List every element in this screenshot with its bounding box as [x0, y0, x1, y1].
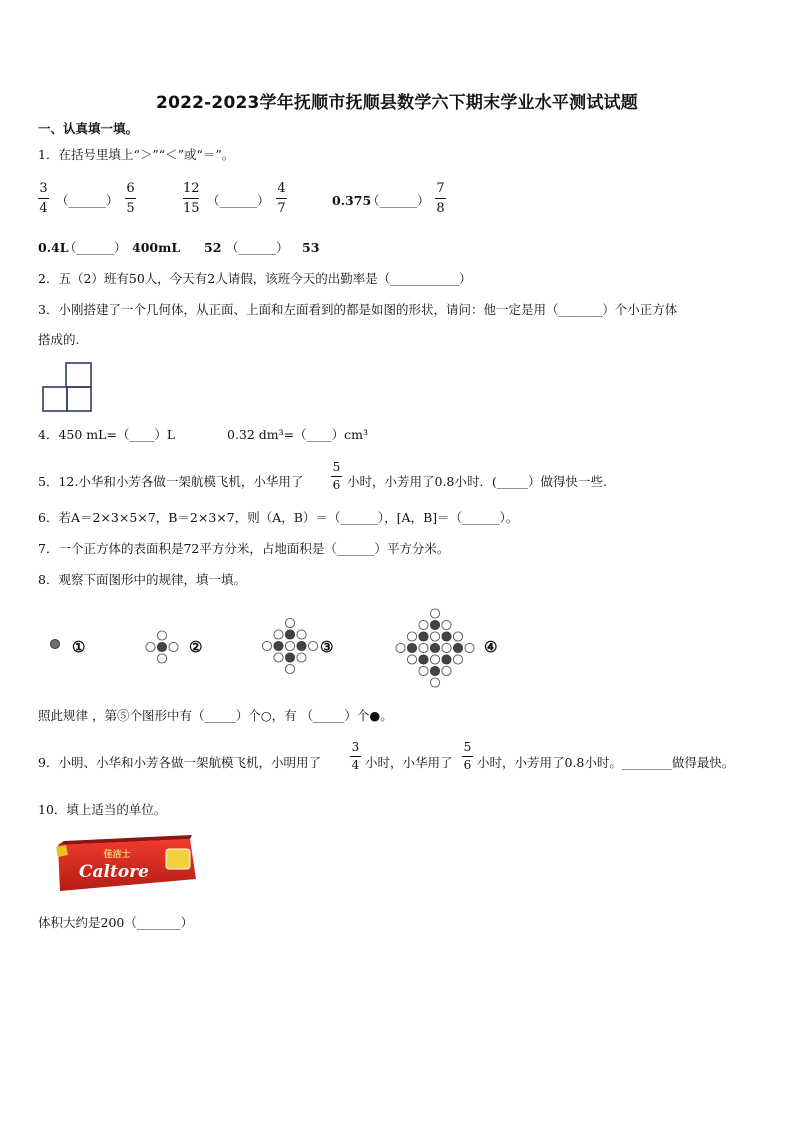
- q1-fraction-1: [38, 181, 49, 216]
- pattern-4-hollow-dot: [453, 655, 462, 664]
- q1-decimal: 0.375: [332, 193, 372, 208]
- pattern-4-hollow-dot: [442, 643, 451, 652]
- pattern-4-hollow-dot: [407, 632, 416, 641]
- denominator: 15: [183, 201, 200, 216]
- cube-view-figure: [42, 362, 94, 412]
- q1-stem: 1．在括号里填上“＞”“＜”或“＝”。: [38, 147, 235, 162]
- pattern-4-hollow-dot: [465, 643, 474, 652]
- pattern-2-hollow-dot: [169, 642, 178, 651]
- pattern-4-filled-dot: [407, 643, 416, 652]
- q9-text-pre: 9．小明、小华和小芳各做一架航模飞机，小明用了: [38, 755, 321, 770]
- pattern-3-hollow-dot: [308, 641, 317, 650]
- q8-stem: 8．观察下面图形中的规律，填一填。: [38, 572, 246, 587]
- pattern-3-hollow-dot: [297, 653, 306, 662]
- pattern-2-filled-dot: [157, 642, 166, 651]
- q5-fraction: [331, 461, 342, 492]
- pattern-2-hollow-dot: [157, 631, 166, 640]
- q9-fraction-2: [462, 741, 473, 772]
- q1-fraction-3: [183, 181, 200, 216]
- pattern-4-hollow-dot: [396, 643, 405, 652]
- bottom-right-square: [67, 387, 91, 411]
- q10-answer: 体积大约是200（_______）: [38, 915, 194, 930]
- pattern-3-hollow-dot: [285, 618, 294, 627]
- pattern-4-hollow-dot: [442, 620, 451, 629]
- box-badge: [166, 849, 190, 869]
- denominator: 6: [332, 478, 341, 492]
- q9-text-post: 小时，小芳用了0.8小时。________做得最快。: [477, 755, 735, 770]
- q1-number-a: 52: [204, 240, 222, 255]
- pattern-3-hollow-dot: [274, 653, 283, 662]
- pattern-4-filled-dot: [430, 643, 439, 652]
- q1-fraction-4: [276, 181, 287, 216]
- pattern-label-2: ②: [189, 638, 203, 656]
- numerator: 7: [436, 181, 445, 196]
- pattern-label-1: ①: [72, 638, 86, 656]
- q1-blank-3[interactable]: （______）: [367, 193, 430, 208]
- pattern-4-filled-dot: [453, 643, 462, 652]
- numerator: 12: [183, 181, 200, 196]
- q5-text-pre: 5．12.小华和小芳各做一架航模飞机，小华用了: [38, 474, 304, 489]
- box-brand-name: Caltore: [79, 862, 149, 882]
- pattern-label-4: ④: [484, 638, 498, 656]
- q4-part-a: 4．450 mL=（____）L: [38, 427, 176, 442]
- denominator: 8: [436, 201, 445, 216]
- box-chinese-brand: 佳洁士: [103, 850, 131, 860]
- pattern-4-hollow-dot: [430, 632, 439, 641]
- pattern-3-hollow-dot: [262, 641, 271, 650]
- q1-volume-b: 400mL: [132, 240, 181, 255]
- pattern-4-hollow-dot: [419, 666, 428, 675]
- q1-blank-4[interactable]: （______）: [64, 240, 127, 255]
- q1-blank-2[interactable]: （______）: [207, 193, 270, 208]
- q2-text: 2．五（2）班有50人，今天有2人请假，该班今天的出勤率是（___________）: [38, 271, 472, 286]
- q1-volume-a: 0.4L: [38, 240, 69, 255]
- q9-text-mid: 小时，小华用了: [365, 755, 453, 770]
- numerator: 3: [351, 740, 360, 754]
- q3-line-1: 3．小刚搭建了一个几何体，从正面、上面和左面看到的都是如图的形状，请问：他一定是用（_______）个小正方体: [38, 302, 678, 317]
- pattern-4-filled-dot: [442, 632, 451, 641]
- pattern-4-hollow-dot: [442, 666, 451, 675]
- pattern-label-3: ③: [320, 638, 334, 656]
- denominator: 4: [351, 758, 360, 772]
- pattern-1-filled-dot: [50, 639, 59, 648]
- q7-text: 7．一个正方体的表面积是72平方分米，占地面积是（______）平方分米。: [38, 541, 450, 556]
- pattern-3-hollow-dot: [285, 664, 294, 673]
- numerator: 4: [277, 181, 286, 196]
- pattern-4-filled-dot: [430, 666, 439, 675]
- numerator: 6: [126, 181, 135, 196]
- page-title: 2022-2023学年抚顺市抚顺县数学六下期末学业水平测试试题: [156, 93, 638, 113]
- q8-rule: 照此规律 ，第⑤个图形中有（_____）个○，有 （_____）个●。: [38, 708, 393, 723]
- denominator: 6: [463, 758, 472, 772]
- numerator: 3: [39, 181, 48, 196]
- pattern-4-hollow-dot: [430, 678, 439, 687]
- pattern-4-hollow-dot: [430, 655, 439, 664]
- numerator: 5: [332, 460, 341, 474]
- bottom-left-square: [43, 387, 67, 411]
- q4-part-b: 0.32 dm³=（____）cm³: [227, 427, 369, 442]
- pattern-4-hollow-dot: [407, 655, 416, 664]
- toothpaste-box-image: [52, 835, 198, 895]
- pattern-3-hollow-dot: [297, 630, 306, 639]
- pattern-4-filled-dot: [419, 655, 428, 664]
- denominator: 4: [39, 201, 48, 216]
- q5-text-post: 小时，小芳用了0.8小时．(_____）做得快一些.: [347, 474, 607, 489]
- pattern-4-hollow-dot: [419, 620, 428, 629]
- pattern-4-hollow-dot: [453, 632, 462, 641]
- pattern-3-hollow-dot: [274, 630, 283, 639]
- dot-pattern-figures: [0, 600, 794, 700]
- pattern-4-hollow-dot: [430, 609, 439, 618]
- numerator: 5: [463, 740, 472, 754]
- section-heading: 一、认真填一填。: [38, 121, 139, 136]
- pattern-4-filled-dot: [430, 620, 439, 629]
- pattern-4-filled-dot: [419, 632, 428, 641]
- box-corner-band: [56, 845, 68, 857]
- q1-number-b: 53: [302, 240, 320, 255]
- pattern-4-filled-dot: [442, 655, 451, 664]
- pattern-3-hollow-dot: [285, 641, 294, 650]
- pattern-3-filled-dot: [297, 641, 306, 650]
- denominator: 7: [277, 201, 286, 216]
- q10-stem: 10．填上适当的单位。: [38, 802, 167, 817]
- q1-fraction-2: [125, 181, 136, 216]
- q9-fraction-1: [350, 741, 361, 772]
- pattern-3-filled-dot: [285, 630, 294, 639]
- q1-blank-1[interactable]: （______）: [56, 193, 119, 208]
- q1-blank-5[interactable]: （______）: [226, 240, 289, 255]
- q6-text: 6．若A＝2×3×5×7，B＝2×3×7，则（A，B）＝（______），[A，B]＝（______）。: [38, 510, 519, 525]
- pattern-3-filled-dot: [285, 653, 294, 662]
- pattern-2-hollow-dot: [146, 642, 155, 651]
- q1-fraction-5: [435, 181, 446, 216]
- denominator: 5: [126, 201, 135, 216]
- pattern-3-filled-dot: [274, 641, 283, 650]
- pattern-4-hollow-dot: [419, 643, 428, 652]
- pattern-2-hollow-dot: [157, 654, 166, 663]
- top-square: [66, 363, 91, 387]
- q3-line-2: 搭成的.: [38, 332, 80, 347]
